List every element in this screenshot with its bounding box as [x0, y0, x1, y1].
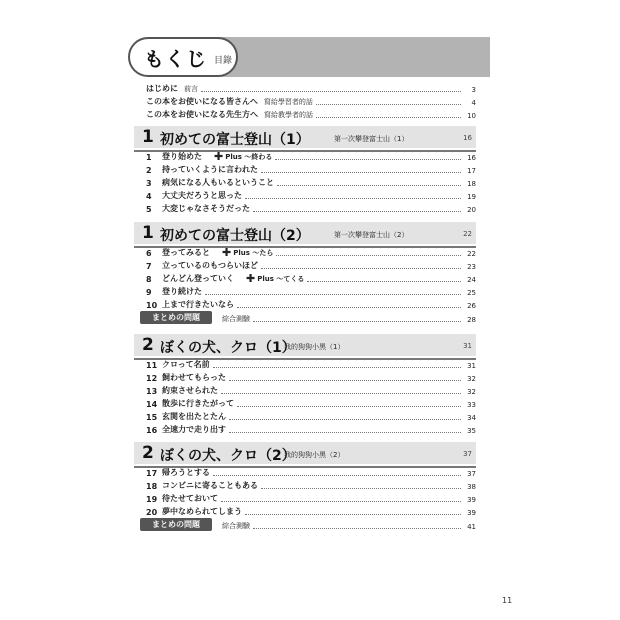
entry-title: どんどん登っていく — [162, 274, 234, 283]
entry-title: コンビニに寄ることもある — [162, 481, 258, 490]
entry-number: 11 — [146, 361, 158, 370]
entry-number: 19 — [146, 495, 158, 504]
entry-title: 全速力で走り出す — [162, 425, 226, 434]
toc-entry[interactable] — [146, 492, 476, 504]
entry-number: 8 — [146, 275, 152, 284]
entry-number: 14 — [146, 400, 158, 409]
entry-number: 13 — [146, 387, 158, 396]
toc-entry[interactable] — [146, 189, 476, 201]
folio-page-number: 11 — [502, 596, 513, 605]
entry-subtitle: 寫給學習者的話 — [263, 98, 313, 106]
toc-entry[interactable] — [146, 466, 476, 478]
chapter-header[interactable] — [134, 334, 476, 360]
entry-title: はじめに — [146, 84, 178, 93]
dot-leader — [245, 197, 461, 199]
entry-title: 登ってみると — [162, 248, 210, 257]
page-number: 26 — [467, 302, 476, 310]
entry-number: 16 — [146, 426, 158, 435]
review-subtitle: 綜合測驗 — [222, 315, 250, 323]
page-number: 22 — [467, 250, 476, 258]
toc-subtitle: 目錄 — [214, 56, 233, 66]
entry-number: 20 — [146, 508, 158, 517]
page-number: 4 — [471, 99, 476, 107]
dot-leader — [253, 320, 461, 322]
toc-entry[interactable] — [146, 358, 476, 370]
page-number: 38 — [467, 483, 476, 491]
dot-leader — [275, 158, 461, 160]
dot-leader — [277, 184, 461, 186]
chapter-page: 22 — [463, 230, 472, 238]
chapter-header[interactable] — [134, 222, 476, 248]
page-number: 10 — [467, 112, 476, 120]
page-number: 31 — [467, 362, 476, 370]
dot-leader — [316, 103, 461, 105]
entry-number: 6 — [146, 249, 152, 258]
dot-leader — [205, 293, 461, 295]
toc-entry[interactable] — [146, 150, 476, 162]
dot-leader — [221, 392, 461, 394]
dot-leader — [253, 527, 461, 529]
header-tab — [128, 37, 238, 77]
dot-leader — [221, 500, 461, 502]
page-number: 35 — [467, 427, 476, 435]
page-number: 39 — [467, 496, 476, 504]
entry-number: 2 — [146, 166, 152, 175]
dot-leader — [229, 418, 461, 420]
toc-entry[interactable] — [146, 163, 476, 175]
toc-entry[interactable] — [146, 285, 476, 297]
plus-icon: ✚ — [214, 150, 224, 163]
entry-title: 玄関を出たとたん — [162, 412, 226, 421]
page-number: 23 — [467, 263, 476, 271]
page-number: 24 — [467, 276, 476, 284]
chapter-title: ぼくの犬、クロ（2） — [160, 448, 296, 464]
dot-leader — [276, 254, 461, 256]
plus-label: Plus ～終わる — [225, 153, 273, 161]
toc-entry[interactable] — [146, 202, 476, 214]
page-number: 39 — [467, 509, 476, 517]
chapter-page: 16 — [463, 134, 472, 142]
entry-title: 待たせておいて — [162, 494, 218, 503]
dot-leader — [201, 90, 461, 92]
chapter-title: 初めての富士登山（1） — [160, 132, 310, 148]
dot-leader — [213, 474, 461, 476]
page-number: 16 — [467, 154, 476, 162]
chapter-subtitle: 第一次攀登富士山（1） — [334, 135, 409, 143]
dot-leader — [229, 431, 461, 433]
toc-header — [128, 37, 490, 79]
entry-title: 登り続けた — [162, 287, 202, 296]
entry-number: 12 — [146, 374, 158, 383]
page-number: 41 — [467, 523, 476, 531]
entry-title: 飼わせてもらった — [162, 373, 226, 382]
entry-number: 10 — [146, 301, 158, 310]
page-number: 25 — [467, 289, 476, 297]
entry-number: 5 — [146, 205, 152, 214]
entry-title: 大変じゃなさそうだった — [162, 204, 250, 213]
entry-title: 上まで行きたいなら — [162, 300, 234, 309]
plus-note — [222, 248, 273, 258]
dot-leader — [307, 280, 461, 282]
entry-number: 17 — [146, 469, 158, 478]
chapter-page: 37 — [463, 450, 472, 458]
toc-entry[interactable] — [146, 384, 476, 396]
chapter-number: 2 — [142, 443, 154, 463]
entry-title: 夢中なめられてしまう — [162, 507, 242, 516]
chapter-subtitle: 我的狗狗小黑（1） — [284, 343, 345, 351]
toc-entry[interactable] — [146, 479, 476, 491]
dot-leader — [261, 171, 461, 173]
entry-number: 3 — [146, 179, 152, 188]
page-number: 32 — [467, 375, 476, 383]
dot-leader — [261, 487, 461, 489]
chapter-subtitle: 我的狗狗小黑（2） — [284, 451, 345, 459]
page-number: 33 — [467, 401, 476, 409]
toc-entry[interactable] — [146, 397, 476, 409]
chapter-number: 1 — [142, 223, 154, 243]
toc-entry[interactable] — [146, 410, 476, 422]
dot-leader — [245, 513, 461, 515]
entry-number: 7 — [146, 262, 152, 271]
dot-leader — [261, 267, 461, 269]
plus-label: Plus ～たら — [233, 249, 274, 257]
entry-title: 病気になる人もいるということ — [162, 178, 274, 187]
page-number: 32 — [467, 388, 476, 396]
entry-subtitle: 前言 — [184, 85, 198, 93]
entry-title: 登り始めた — [162, 152, 202, 161]
plus-icon: ✚ — [222, 246, 232, 259]
entry-title: 持っていくように言われた — [162, 165, 258, 174]
entry-number: 4 — [146, 192, 152, 201]
review-subtitle: 綜合測驗 — [222, 522, 250, 530]
toc-title: もくじ — [144, 47, 207, 71]
page-number: 17 — [467, 167, 476, 175]
toc-entry-intro[interactable] — [146, 95, 476, 107]
dot-leader — [316, 116, 461, 118]
entry-number: 1 — [146, 153, 152, 162]
entry-title: この本をお使いになる皆さんへ — [146, 97, 258, 106]
page-number: 18 — [467, 180, 476, 188]
entry-title: この本をお使いになる先生方へ — [146, 110, 258, 119]
entry-title: 立っているのもつらいほど — [162, 261, 258, 270]
chapter-subtitle: 第一次攀登富士山（2） — [334, 231, 409, 239]
toc-entry[interactable] — [146, 259, 476, 271]
chapter-header[interactable] — [134, 442, 476, 468]
chapter-page: 31 — [463, 342, 472, 350]
dot-leader — [237, 306, 461, 308]
plus-note — [214, 152, 272, 162]
entry-number: 9 — [146, 288, 152, 297]
page-number: 3 — [471, 86, 476, 94]
plus-label: Plus ～てくる — [257, 275, 305, 283]
entry-title: 約束させられた — [162, 386, 218, 395]
toc-entry-intro[interactable] — [146, 108, 476, 120]
toc-entry[interactable] — [146, 246, 476, 258]
entry-number: 15 — [146, 413, 158, 422]
chapter-title: 初めての富士登山（2） — [160, 228, 310, 244]
toc-entry[interactable] — [146, 423, 476, 435]
toc-entry[interactable] — [146, 371, 476, 383]
toc-entry-review[interactable] — [146, 312, 476, 324]
dot-leader — [237, 405, 461, 407]
plus-icon: ✚ — [246, 272, 256, 285]
toc-entry[interactable] — [146, 176, 476, 188]
chapter-number: 2 — [142, 335, 154, 355]
entry-number: 18 — [146, 482, 158, 491]
review-label: まとめの問題 — [140, 518, 212, 531]
toc-entry-intro[interactable] — [146, 82, 476, 94]
toc-entry[interactable] — [146, 272, 476, 284]
page-number: 19 — [467, 193, 476, 201]
entry-title: クロって名前 — [162, 360, 210, 369]
chapter-title: ぼくの犬、クロ（1） — [160, 340, 296, 356]
dot-leader — [253, 210, 461, 212]
dot-leader — [229, 379, 461, 381]
chapter-header[interactable] — [134, 126, 476, 152]
entry-subtitle: 寫給教學者的話 — [264, 111, 313, 119]
toc-entry[interactable] — [146, 505, 476, 517]
page-number: 37 — [467, 470, 476, 478]
toc-entry[interactable] — [146, 298, 476, 310]
entry-title: 帰ろうとする — [162, 468, 210, 477]
chapter-number: 1 — [142, 127, 154, 147]
page-number: 20 — [467, 206, 476, 214]
page-number: 28 — [467, 316, 476, 324]
entry-title: 散歩に行きたがって — [162, 399, 234, 408]
entry-title: 大丈夫だろうと思った — [162, 191, 242, 200]
toc-entry-review[interactable] — [146, 519, 476, 531]
plus-note — [246, 274, 304, 284]
page-number: 34 — [467, 414, 476, 422]
dot-leader — [213, 366, 461, 368]
review-label: まとめの問題 — [140, 311, 212, 324]
